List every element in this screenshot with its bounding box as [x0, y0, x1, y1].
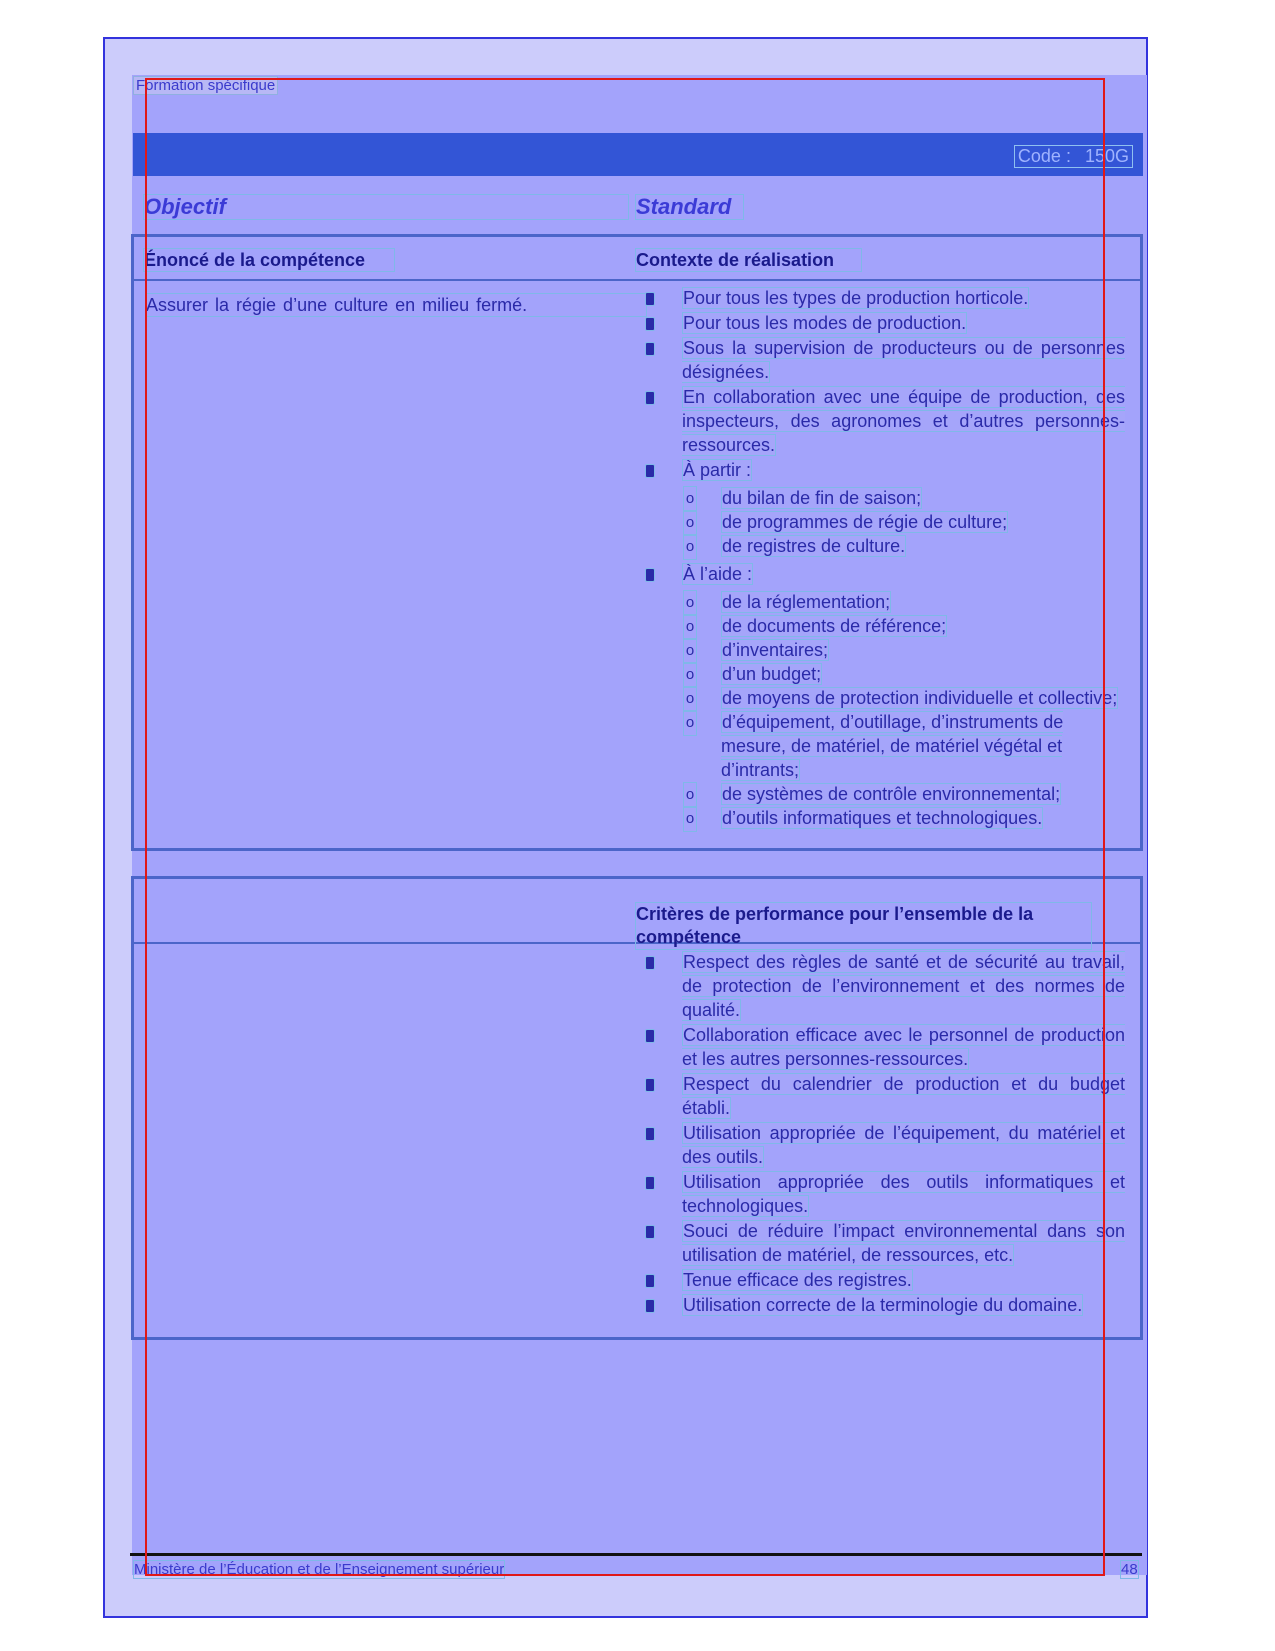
- bullet-icon: [645, 317, 655, 331]
- list-item: Pour tous les types de production horticole.: [645, 286, 1125, 310]
- bullet-icon: [645, 568, 655, 582]
- list-item: Souci de réduire l’impact environnemental dans son utilisation de matériel, de ressources, etc.: [645, 1219, 1125, 1267]
- bullet-icon: [645, 391, 655, 405]
- bullet-icon: [645, 292, 655, 306]
- list-item: Collaboration efficace avec le personnel de production et les autres personnes-ressources.: [645, 1023, 1125, 1071]
- contexte-header: Contexte de réalisation: [635, 248, 862, 272]
- code-bar: [133, 133, 1143, 176]
- footer-ministry: Ministère de l’Éducation et de l’Enseignement supérieur: [134, 1561, 505, 1578]
- sub-bullet-icon: o: [683, 686, 697, 712]
- bullet-icon: [645, 1225, 655, 1239]
- sub-bullet-icon: o: [683, 590, 697, 616]
- sub-list-item: o de la réglementation;: [645, 590, 1125, 614]
- list-item: Tenue efficace des registres.: [645, 1268, 1125, 1292]
- list-item: En collaboration avec une équipe de production, des inspecteurs, des agronomes et d’autres personnes-ressources.: [645, 385, 1125, 457]
- bullet-icon: [645, 1299, 655, 1313]
- list-item: À l’aide :: [645, 562, 1125, 586]
- bullet-icon: [645, 1176, 655, 1190]
- sub-list-item: o d’outils informatiques et technologiques.: [645, 806, 1125, 830]
- sub-bullet-icon: o: [683, 614, 697, 640]
- list-item: Utilisation appropriée de l’équipement, du matériel et des outils.: [645, 1121, 1125, 1169]
- sub-list-item: o de registres de culture.: [645, 534, 1125, 558]
- bullet-icon: [645, 1127, 655, 1141]
- bullet-icon: [645, 956, 655, 970]
- enonce-header: Énoncé de la compétence: [143, 248, 395, 272]
- code-label: [1014, 145, 1133, 168]
- list-item: Respect des règles de santé et de sécurité au travail, de protection de l’environnement et des normes de qualité.: [645, 950, 1125, 1022]
- sub-list-item: o d’un budget;: [645, 662, 1125, 686]
- footer-rule: [130, 1553, 1142, 1556]
- sub-list-item: o du bilan de fin de saison;: [645, 486, 1125, 510]
- criteria-list: [645, 950, 1125, 1318]
- page-number: 48: [1121, 1561, 1138, 1578]
- sub-bullet-icon: o: [683, 638, 697, 664]
- objectif-title: Objectif: [143, 194, 629, 220]
- code-value: 150G: [1084, 146, 1129, 166]
- sub-bullet-icon: o: [683, 662, 697, 688]
- list-item: Sous la supervision de producteurs ou de personnes désignées.: [645, 336, 1125, 384]
- code-label-text: Code :: [1017, 146, 1071, 166]
- sub-bullet-icon: o: [683, 782, 697, 808]
- running-title: Formation spécifique: [133, 76, 278, 95]
- bullet-icon: [645, 1078, 655, 1092]
- sub-list-item: o d’inventaires;: [645, 638, 1125, 662]
- list-item: Respect du calendrier de production et du budget établi.: [645, 1072, 1125, 1120]
- sub-bullet-icon: o: [683, 534, 697, 560]
- competence-statement: Assurer la régie d’une culture en milieu fermé.: [145, 293, 647, 317]
- sub-bullet-icon: o: [683, 710, 697, 736]
- sub-bullet-icon: o: [683, 510, 697, 536]
- sub-list-item: o de systèmes de contrôle environnemental;: [645, 782, 1125, 806]
- list-item: Utilisation correcte de la terminologie du domaine.: [645, 1293, 1125, 1317]
- sub-bullet-icon: o: [683, 486, 697, 512]
- list-item: À partir :: [645, 458, 1125, 482]
- bullet-icon: [645, 464, 655, 478]
- context-list: [645, 286, 1125, 830]
- sub-list-item: o de moyens de protection individuelle et collective;: [645, 686, 1125, 710]
- sub-bullet-icon: o: [683, 806, 697, 832]
- list-item: Pour tous les modes de production.: [645, 311, 1125, 335]
- sub-list-item: o d’équipement, d’outillage, d’instruments de mesure, de matériel, de matériel végétal et d’intrants;: [645, 710, 1125, 782]
- criteres-header: Critères de performance pour l’ensemble de la compétence: [635, 902, 1092, 950]
- bullet-icon: [645, 1274, 655, 1288]
- list-item: Utilisation appropriée des outils informatiques et technologiques.: [645, 1170, 1125, 1218]
- bullet-icon: [645, 1029, 655, 1043]
- sub-list-item: o de documents de référence;: [645, 614, 1125, 638]
- sub-list-item: o de programmes de régie de culture;: [645, 510, 1125, 534]
- bullet-icon: [645, 342, 655, 356]
- standard-title: Standard: [635, 194, 744, 220]
